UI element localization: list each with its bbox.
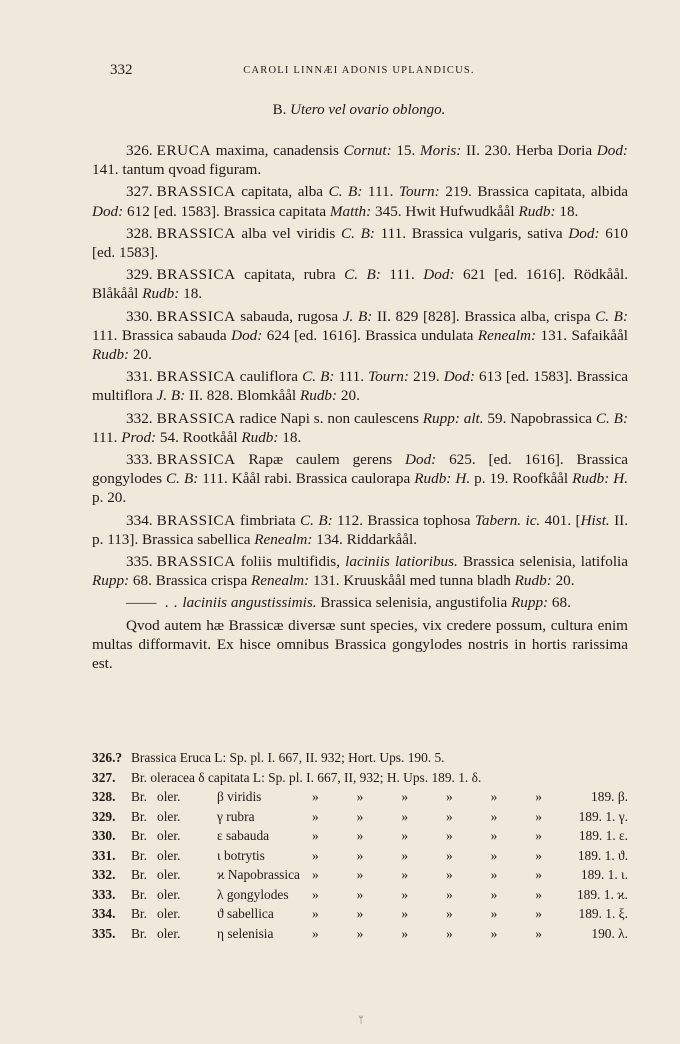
note-table	[92, 789, 628, 945]
ditto-mark: »	[490, 847, 498, 863]
body-text	[92, 141, 628, 688]
note-genus: Br.	[131, 828, 147, 843]
entry-text: Brassica selenisia, latifolia	[457, 553, 628, 571]
note-variety: ι botrytis	[217, 847, 265, 863]
entry-text: 111. Brassica sabauda	[92, 326, 232, 344]
note-number: 334.	[92, 906, 116, 921]
ditto-marks	[312, 848, 548, 864]
ditto-mark: »	[312, 847, 319, 863]
ditto-mark: »	[535, 867, 542, 882]
ditto-mark: »	[535, 906, 542, 921]
ditto-mark: »	[535, 925, 542, 941]
entry-citation: C. B:	[300, 511, 333, 529]
entry-citation: Rudb: H.	[572, 470, 629, 488]
note-genus: Br.	[131, 808, 147, 824]
entry-citation: Rudb: H.	[414, 470, 471, 488]
ditto-mark: »	[401, 886, 409, 902]
entry-citation: Cornut:	[343, 142, 392, 159]
entry-number: 334.	[126, 511, 153, 529]
entry-citation: C. B:	[328, 183, 363, 201]
entry-text: 401. [	[540, 511, 581, 529]
entry	[92, 552, 628, 590]
entry-text: 613 [ed. 1583]. Brassica multiflora	[92, 368, 629, 405]
entry-text: 112. Brassica tophosa	[332, 511, 475, 529]
note-row	[92, 926, 628, 946]
entry-citation: Tourn:	[398, 183, 440, 201]
entry-text: 219. Brassica capitata, albida	[439, 183, 629, 201]
note-species: oler.	[157, 925, 181, 941]
ditto-marks	[312, 789, 548, 805]
entry-citation: Dod:	[405, 451, 437, 469]
note-row	[92, 887, 628, 907]
ditto-mark: »	[356, 789, 364, 804]
note-row	[92, 906, 628, 926]
entry-genus: BRASSICA	[156, 409, 236, 427]
ditto-marks	[312, 906, 548, 922]
ditto-mark: »	[356, 828, 364, 843]
entry-text: 111.	[92, 428, 122, 446]
note-reference: 189. 1. ϑ.	[577, 847, 628, 863]
entry-text: 624 [ed. 1616]. Brassica undulata	[262, 326, 478, 344]
page-header	[92, 62, 626, 82]
ditto-mark: »	[535, 847, 542, 863]
ditto-mark: »	[356, 808, 364, 824]
note-number: 333.	[92, 886, 116, 902]
ditto-mark: »	[312, 867, 319, 882]
entry	[92, 409, 628, 447]
entry-citation: laciniis angustissimis.	[182, 594, 317, 612]
note-genus: Br.	[131, 906, 147, 921]
note-number: 332.	[92, 867, 116, 882]
entry-number: 330.	[126, 307, 153, 325]
ditto-mark: »	[312, 886, 319, 902]
closing-paragraph: Qvod autem hæ Brassicæ diversæ sunt species, vix credere possum, cultura enim multas difformavit. Ex hisce omnibus Brassica gongylodes nostris in hortis rarissima est.	[92, 616, 628, 673]
entry	[92, 307, 628, 365]
ditto-mark: »	[356, 906, 364, 921]
entry-text: 612 [ed. 1583]. Brassica capitata	[123, 202, 330, 220]
subhead-text: Utero vel ovario oblongo.	[290, 102, 446, 118]
ditto-marks	[312, 887, 548, 903]
entry-text: sabauda, rugosa	[235, 307, 343, 325]
signature-mark: ᛘ	[358, 1015, 364, 1026]
entry	[92, 511, 628, 549]
entry-text: Rapæ caulem gerens	[235, 451, 406, 469]
section-subhead	[92, 102, 626, 119]
entry-text: 54. Rootkåål	[156, 428, 242, 446]
entry-number: 327.	[126, 183, 153, 201]
entry-citation: Tabern. ic.	[474, 511, 541, 529]
note-reference: 189. β.	[591, 789, 628, 804]
ditto-mark: »	[401, 847, 409, 863]
ditto-mark: »	[312, 906, 319, 921]
ditto-mark: »	[535, 886, 542, 902]
entry-genus: ERUCA	[156, 142, 212, 159]
entry-genus: BRASSICA	[156, 183, 236, 201]
note-variety: β viridis	[217, 789, 262, 804]
ditto-mark: »	[356, 867, 364, 882]
entry-text: 111.	[380, 266, 424, 284]
note-species: oler.	[157, 886, 181, 902]
note-genus: Br.	[131, 925, 147, 941]
note-number: 335.	[92, 925, 116, 941]
note-row	[92, 848, 628, 868]
ditto-marks	[312, 867, 548, 883]
note-reference: 189. 1. ξ.	[578, 906, 628, 921]
note-variety: γ rubra	[217, 808, 255, 824]
ditto-mark: »	[445, 886, 453, 902]
entry-text: 15.	[391, 142, 420, 159]
ditto-mark: »	[535, 808, 542, 824]
entry-citation: Rudb:	[142, 285, 180, 303]
entry-citation: laciniis latioribus.	[345, 553, 458, 571]
entry-text: p. 19. Roofkåål	[470, 470, 573, 488]
ditto-mark: »	[490, 925, 498, 941]
ditto-mark: »	[401, 808, 409, 824]
note-reference: 189. 1. ϰ.	[576, 886, 628, 902]
entry-text: p. 20.	[92, 489, 127, 507]
ditto-mark: »	[490, 808, 498, 824]
note-species: oler.	[157, 828, 181, 843]
entry	[92, 450, 628, 508]
entry-list	[92, 141, 628, 613]
entry-genus: . .	[160, 594, 183, 612]
ditto-mark: »	[401, 906, 409, 921]
entry-citation: Renealm:	[251, 572, 310, 590]
ditto-mark: »	[401, 789, 409, 804]
entry-citation: Tourn:	[368, 368, 409, 386]
entry-text: 20.	[337, 387, 360, 405]
entry-genus: BRASSICA	[156, 511, 236, 529]
entry-text: 111. Kåål rabi. Brassica caulorapa	[198, 470, 415, 488]
note-row	[92, 828, 628, 848]
entry	[92, 141, 628, 179]
entry-text: 18.	[555, 202, 579, 220]
entry-number: 331.	[126, 368, 153, 386]
entry-genus: BRASSICA	[156, 451, 236, 469]
entry-genus: BRASSICA	[156, 266, 236, 284]
entry-text: 131. Kruuskåål med tunna bladh	[309, 572, 515, 590]
entry-text: alba vel viridis	[235, 224, 341, 242]
entry-citation: Rudb:	[92, 346, 130, 364]
entry-text: 20.	[129, 346, 152, 364]
ditto-mark: »	[490, 906, 498, 921]
entry-citation: Dod:	[596, 142, 628, 159]
entry-citation: Dod:	[443, 368, 475, 386]
ditto-mark: »	[312, 789, 319, 804]
entry-text: fimbriata	[235, 511, 301, 529]
note-reference: 189. 1. γ.	[578, 808, 628, 824]
entry-genus: BRASSICA	[156, 553, 236, 571]
note-number: 327.	[92, 769, 116, 785]
entry-citation: C. B:	[595, 409, 628, 427]
ditto-mark: »	[445, 828, 453, 843]
entry-text: 59. Napobrassica	[483, 409, 596, 427]
ditto-mark: »	[445, 808, 453, 824]
note-reference: 189. 1. ε.	[578, 828, 628, 843]
note-row	[92, 750, 628, 770]
ditto-mark: »	[401, 867, 409, 882]
entry-text: maxima, canadensis	[211, 142, 344, 159]
subhead-prefix: B.	[272, 102, 287, 118]
entry-text: 610 [ed. 1583].	[92, 224, 628, 262]
entry-citation: J. B:	[342, 307, 373, 325]
note-genus: Br.	[131, 847, 147, 863]
entry-text: 111.	[362, 183, 399, 201]
page-number: 332	[110, 62, 133, 78]
ditto-mark: »	[445, 925, 453, 941]
note-number: 329.	[92, 808, 116, 824]
ditto-mark: »	[356, 925, 364, 941]
note-variety: λ gongylodes	[217, 886, 289, 902]
entry-citation: Rudb:	[514, 572, 552, 590]
entry-text: cauliflora	[235, 368, 303, 386]
entry-citation: Rupp:	[510, 594, 549, 612]
entry-text: 625. [ed. 1616]. Brassica gongylodes	[92, 451, 628, 488]
entry-text: II. 230. Herba Doria	[461, 142, 597, 159]
entry-citation: Renealm:	[477, 326, 537, 344]
ditto-mark: »	[490, 867, 498, 882]
entry-genus: BRASSICA	[156, 224, 236, 242]
entry-citation: Rudb:	[518, 202, 556, 220]
entry-text: 68. Brassica crispa	[129, 572, 252, 590]
note-variety: ϰ Napobrassica	[217, 867, 300, 882]
entry-citation: C. B:	[302, 368, 335, 386]
note-row	[92, 770, 628, 790]
entry-text: capitata, rubra	[235, 266, 345, 284]
entry-citation: C. B:	[166, 470, 199, 488]
note-text: Brassica Eruca L: Sp. pl. I. 667, II. 932; Hort. Ups. 190. 5.	[131, 750, 445, 765]
entry-text: 18.	[278, 428, 302, 446]
ditto-mark: »	[312, 808, 319, 824]
ditto-mark: »	[401, 828, 409, 843]
entry-text: 111. Brassica vulgaris, sativa	[374, 224, 569, 242]
entry-number: 335.	[126, 553, 153, 571]
entry-text: 18.	[179, 285, 203, 303]
ditto-mark: »	[356, 886, 364, 902]
entry-number: 332.	[126, 409, 153, 427]
ditto-marks	[312, 926, 548, 942]
ditto-mark: »	[445, 867, 453, 882]
note-genus: Br.	[131, 886, 147, 902]
entry-citation: Dod:	[423, 266, 455, 284]
note-genus: Br.	[131, 789, 147, 804]
note-species: oler.	[157, 808, 181, 824]
ditto-mark: »	[401, 925, 409, 941]
entry-text: 219.	[408, 368, 444, 386]
entry-citation: Rupp:	[92, 572, 130, 590]
entry-citation: Hist.	[580, 511, 610, 529]
ditto-mark: »	[312, 925, 319, 941]
entry-text: foliis multifidis,	[235, 553, 346, 571]
footnotes	[92, 750, 628, 945]
ditto-mark: »	[445, 906, 453, 921]
entry-citation: Renealm:	[254, 530, 313, 548]
note-reference: 189. 1. ι.	[580, 867, 628, 882]
entry-text: 134. Riddarkåål.	[312, 530, 418, 548]
ditto-mark: »	[490, 828, 498, 843]
entry-text: II. 829 [828]. Brassica alba, crispa	[372, 307, 596, 325]
entry	[92, 265, 628, 303]
entry-citation: Dod:	[568, 224, 600, 242]
note-variety: ε sabauda	[217, 828, 270, 843]
entry-genus: BRASSICA	[156, 368, 236, 386]
entry-citation: Moris:	[419, 142, 462, 159]
entry-number: 328.	[126, 224, 153, 242]
ditto-mark: »	[445, 789, 453, 804]
entry-text: 345. Hwit Hufwudkåål	[371, 202, 519, 220]
entry-text: 141. tantum qvoad figuram.	[92, 161, 262, 179]
entry-text: II. 828. Blomkåål	[185, 387, 300, 405]
entry-number: 326.	[126, 142, 153, 159]
entry-citation: Dod:	[231, 326, 263, 344]
note-row	[92, 809, 628, 829]
ditto-mark: »	[356, 847, 364, 863]
ditto-mark: »	[445, 847, 453, 863]
entry-citation: C. B:	[341, 224, 375, 242]
entry-text: 111.	[334, 368, 369, 386]
ditto-marks	[312, 828, 548, 844]
note-species: oler.	[157, 847, 181, 863]
ditto-marks	[312, 809, 548, 825]
note-species: oler.	[157, 867, 181, 882]
note-number: 326.?	[92, 750, 123, 765]
note-variety: ϑ sabellica	[217, 906, 274, 921]
note-species: oler.	[157, 789, 181, 804]
ditto-mark: »	[490, 886, 498, 902]
entry	[92, 593, 628, 612]
entry-text: 20.	[551, 572, 575, 590]
entry-number: 333.	[126, 451, 153, 469]
entry-citation: Rudb:	[241, 428, 279, 446]
entry-citation: J. B:	[156, 387, 186, 405]
entry-number: 329.	[126, 266, 153, 284]
ditto-mark: »	[535, 789, 542, 804]
note-variety: η selenisia	[217, 925, 274, 941]
entry-citation: Matth:	[329, 202, 372, 220]
note-genus: Br.	[131, 867, 147, 882]
entry-citation: Prod:	[121, 428, 157, 446]
note-number: 328.	[92, 789, 116, 804]
entry	[92, 182, 628, 220]
entry-text: radice Napi s. non caulescens	[235, 409, 423, 427]
entry-text: Brassica selenisia, angustifolia	[316, 594, 511, 612]
ditto-mark: »	[312, 828, 319, 843]
entry-citation: Rudb:	[299, 387, 338, 405]
note-row	[92, 789, 628, 809]
entry-text: capitata, alba	[235, 183, 329, 201]
entry-citation: C. B:	[595, 307, 629, 325]
note-species: oler.	[157, 906, 181, 921]
note-number: 330.	[92, 828, 116, 843]
entry-text: 131. Safaikåål	[536, 326, 628, 344]
ditto-mark: »	[490, 789, 498, 804]
note-text: Br. oleracea δ capitata L: Sp. pl. I. 667, II, 932; H. Ups. 189. 1. δ.	[131, 769, 482, 785]
entry-citation: Rupp: alt.	[422, 409, 484, 427]
entry-text: II. p. 113]. Brassica sabellica	[92, 511, 628, 548]
entry-text: 621 [ed. 1616]. Rödkåål. Blåkåål	[92, 266, 629, 303]
entry-citation: C. B:	[344, 266, 381, 284]
entry	[92, 367, 628, 405]
note-number: 331.	[92, 847, 116, 863]
entry-number: ——	[126, 594, 157, 612]
note-row	[92, 867, 628, 887]
entry-genus: BRASSICA	[156, 307, 236, 325]
entry-text: 68.	[548, 594, 571, 612]
entry-citation: Dod:	[92, 202, 124, 220]
entry	[92, 224, 628, 262]
note-reference: 190. λ.	[591, 925, 628, 941]
ditto-mark: »	[535, 828, 542, 843]
running-head: CAROLI LINNÆI ADONIS UPLANDICUS.	[243, 65, 475, 76]
